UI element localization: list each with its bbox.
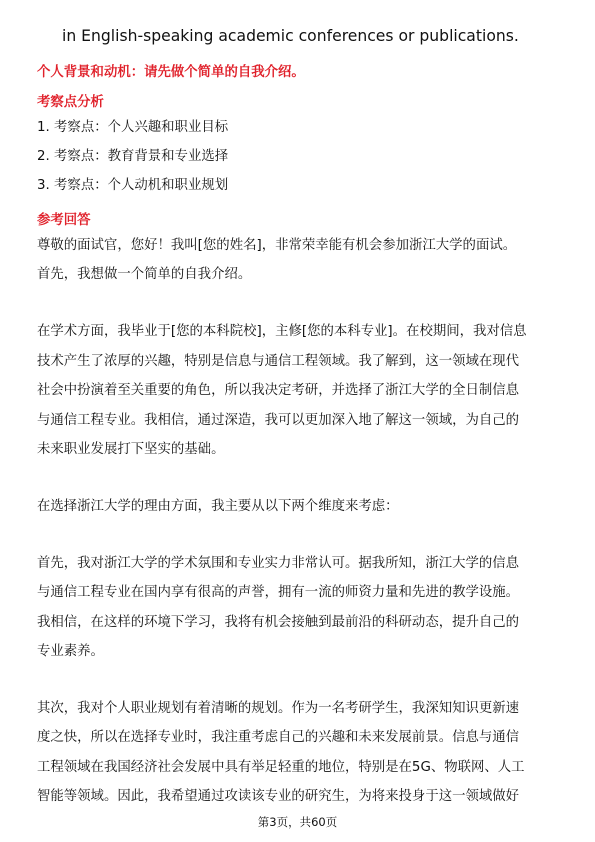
answer-line: 智能等领域。因此，我希望通过攻读该专业的研究生，为将来投身于这一领域做好 <box>37 789 520 804</box>
answer-heading: 参考回答 <box>37 213 91 228</box>
question-heading: 个人背景和动机：请先做个简单的自我介绍。 <box>37 65 305 80</box>
answer-line: 社会中扮演着至关重要的角色，所以我决定考研，并选择了浙江大学的全日制信息 <box>37 383 520 398</box>
analysis-point: 3. 考察点：个人动机和职业规划 <box>37 178 229 193</box>
page-number-footer: 第3页，共60页 <box>257 815 338 829</box>
analysis-point: 2. 考察点：教育背景和专业选择 <box>37 149 229 164</box>
continuation-line: in English-speaking academic conferences or publications. <box>62 27 519 45</box>
answer-line: 首先，我对浙江大学的学术氛围和专业实力非常认可。据我所知，浙江大学的信息 <box>37 556 520 571</box>
answer-line: 技术产生了浓厚的兴趣，特别是信息与通信工程领域。我了解到，这一领域在现代 <box>37 354 520 369</box>
answer-line: 在学术方面，我毕业于[您的本科院校]，主修[您的本科专业]。在校期间，我对信息 <box>37 324 527 339</box>
answer-line: 度之快，所以在选择专业时，我注重考虑自己的兴趣和未来发展前景。信息与通信 <box>37 730 520 745</box>
analysis-point: 1. 考察点：个人兴趣和职业目标 <box>37 120 229 135</box>
answer-line: 未来职业发展打下坚实的基础。 <box>37 442 225 457</box>
analysis-heading: 考察点分析 <box>37 95 104 110</box>
answer-line: 尊敬的面试官，您好！我叫[您的姓名]，非常荣幸能有机会参加浙江大学的面试。 <box>37 238 517 253</box>
answer-line: 与通信工程专业在国内享有很高的声誉，拥有一流的师资力量和先进的教学设施。 <box>37 585 520 600</box>
answer-line: 在选择浙江大学的理由方面，我主要从以下两个维度来考虑： <box>37 499 399 514</box>
answer-line: 我相信，在这样的环境下学习，我将有机会接触到最前沿的科研动态，提升自己的 <box>37 615 520 630</box>
answer-line: 专业素养。 <box>37 644 104 659</box>
answer-line: 其次，我对个人职业规划有着清晰的规划。作为一名考研学生，我深知知识更新速 <box>37 701 520 716</box>
answer-line: 工程领域在我国经济社会发展中具有举足轻重的地位，特别是在5G、物联网、人工 <box>37 760 525 775</box>
answer-line: 首先，我想做一个简单的自我介绍。 <box>37 267 252 282</box>
answer-line: 与通信工程专业。我相信，通过深造，我可以更加深入地了解这一领域，为自己的 <box>37 413 520 428</box>
